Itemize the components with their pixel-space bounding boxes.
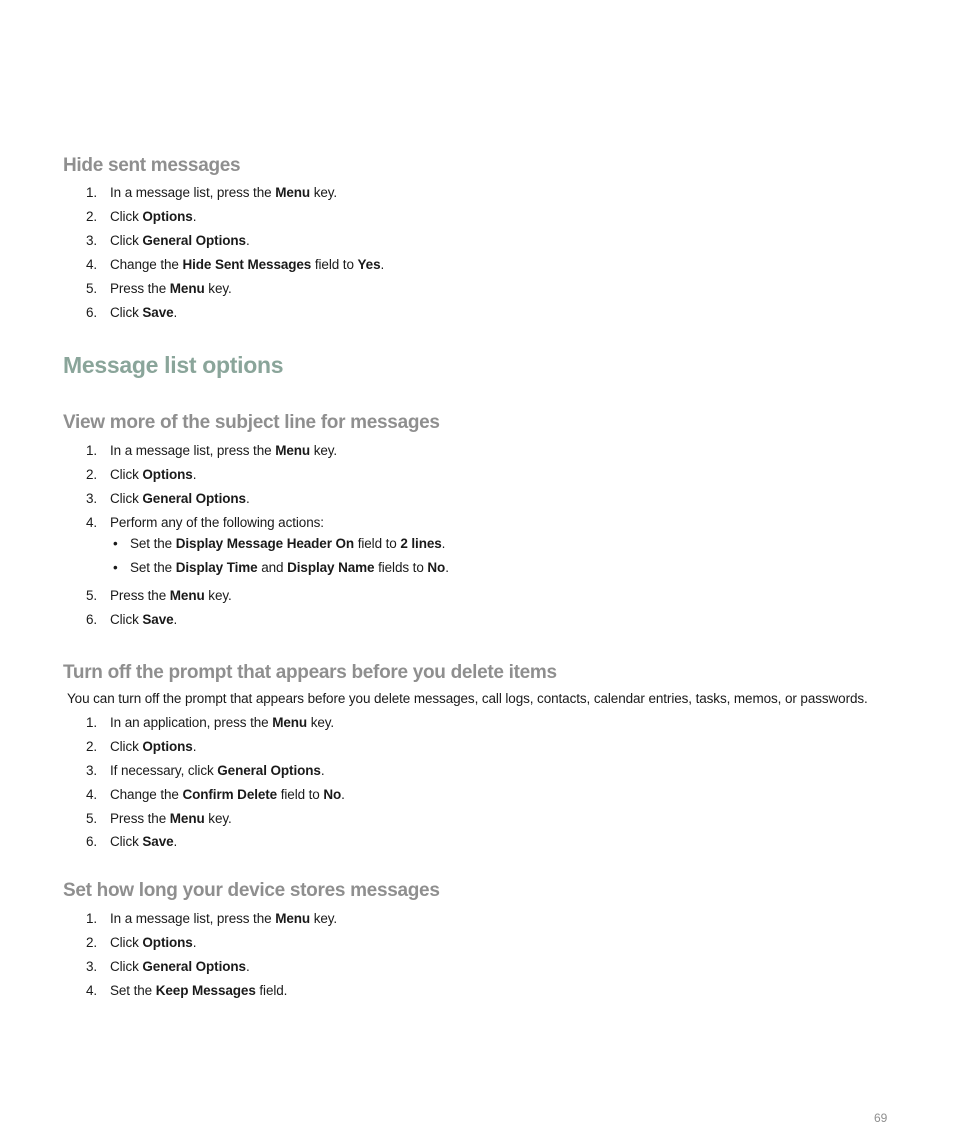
steps-list-view-more: [0, 443, 449, 636]
step-text: Click General Options.: [110, 959, 250, 974]
step-text: Press the Menu key.: [110, 811, 232, 826]
step-number: 2.: [86, 209, 98, 224]
intro-paragraph: You can turn off the prompt that appears before you delete messages, call logs, contacts, calendar entries, tasks, memos, or passwords.: [67, 691, 868, 706]
step-number: 1.: [86, 911, 98, 926]
sub-item-text: Set the Display Time and Display Name fields to No.: [130, 560, 449, 575]
list-item: [0, 443, 338, 467]
step-text: Click Save.: [110, 612, 178, 627]
step-text: If necessary, click General Options.: [110, 763, 325, 778]
step-number: 3.: [86, 763, 98, 778]
step-text: In a message list, press the Menu key.: [110, 911, 338, 926]
step-number: 4.: [86, 515, 98, 530]
step-number: 5.: [86, 588, 98, 603]
step-text: Click Options.: [110, 209, 197, 224]
step-text: Press the Menu key.: [110, 588, 232, 603]
step-text: Press the Menu key.: [110, 281, 232, 296]
step-number: 1.: [86, 443, 98, 458]
chapter-heading-message-list-options: Message list options: [63, 352, 284, 378]
step-number: 2.: [86, 935, 98, 950]
bullet: •: [113, 560, 118, 575]
sub-item-text: Set the Display Message Header On field to 2 lines.: [130, 536, 446, 551]
step-text: Click General Options.: [110, 233, 250, 248]
step-number: 6.: [86, 305, 98, 320]
step-text: In a message list, press the Menu key.: [110, 185, 338, 200]
step-number: 3.: [86, 491, 98, 506]
step-number: 1.: [86, 715, 98, 730]
step-number: 1.: [86, 185, 98, 200]
page-number: 69: [874, 1111, 888, 1125]
list-item: [0, 588, 324, 612]
list-item: [0, 536, 446, 560]
step-number: 4.: [86, 257, 98, 272]
step-text: Click General Options.: [110, 491, 250, 506]
step-text: Perform any of the following actions:: [110, 515, 324, 530]
step-number: 3.: [86, 959, 98, 974]
step-text: Change the Confirm Delete field to No.: [110, 787, 345, 802]
step-text: In an application, press the Menu key.: [110, 715, 335, 730]
step-number: 4.: [86, 983, 98, 998]
step-number: 4.: [86, 787, 98, 802]
step-number: 5.: [86, 811, 98, 826]
step-number: 6.: [86, 612, 98, 627]
list-item: [0, 560, 449, 584]
step-number: 5.: [86, 281, 98, 296]
step-number: 6.: [86, 834, 98, 849]
section-heading-turn-off-prompt: Turn off the prompt that appears before you delete items: [63, 662, 557, 683]
step-text: Set the Keep Messages field.: [110, 983, 288, 998]
list-item: [0, 515, 449, 588]
list-item: [0, 467, 324, 491]
step-number: 2.: [86, 739, 98, 754]
step-text: Click Options.: [110, 739, 197, 754]
step-text: Click Options.: [110, 467, 197, 482]
bullet: •: [113, 536, 118, 551]
list-item: [0, 491, 324, 515]
list-item: [0, 612, 324, 636]
sub-actions-list: [0, 530, 449, 588]
section-heading-view-more-subject: View more of the subject line for messages: [63, 412, 440, 433]
step-number: 2.: [86, 467, 98, 482]
step-text: Change the Hide Sent Messages field to Yes.: [110, 257, 385, 272]
step-text: Click Options.: [110, 935, 197, 950]
step-text: In a message list, press the Menu key.: [110, 443, 338, 458]
section-heading-store-duration: Set how long your device stores messages: [63, 880, 440, 901]
step-number: 3.: [86, 233, 98, 248]
step-text: Click Save.: [110, 305, 178, 320]
section-heading-hide-sent-messages: Hide sent messages: [63, 155, 241, 176]
step-text: Click Save.: [110, 834, 178, 849]
